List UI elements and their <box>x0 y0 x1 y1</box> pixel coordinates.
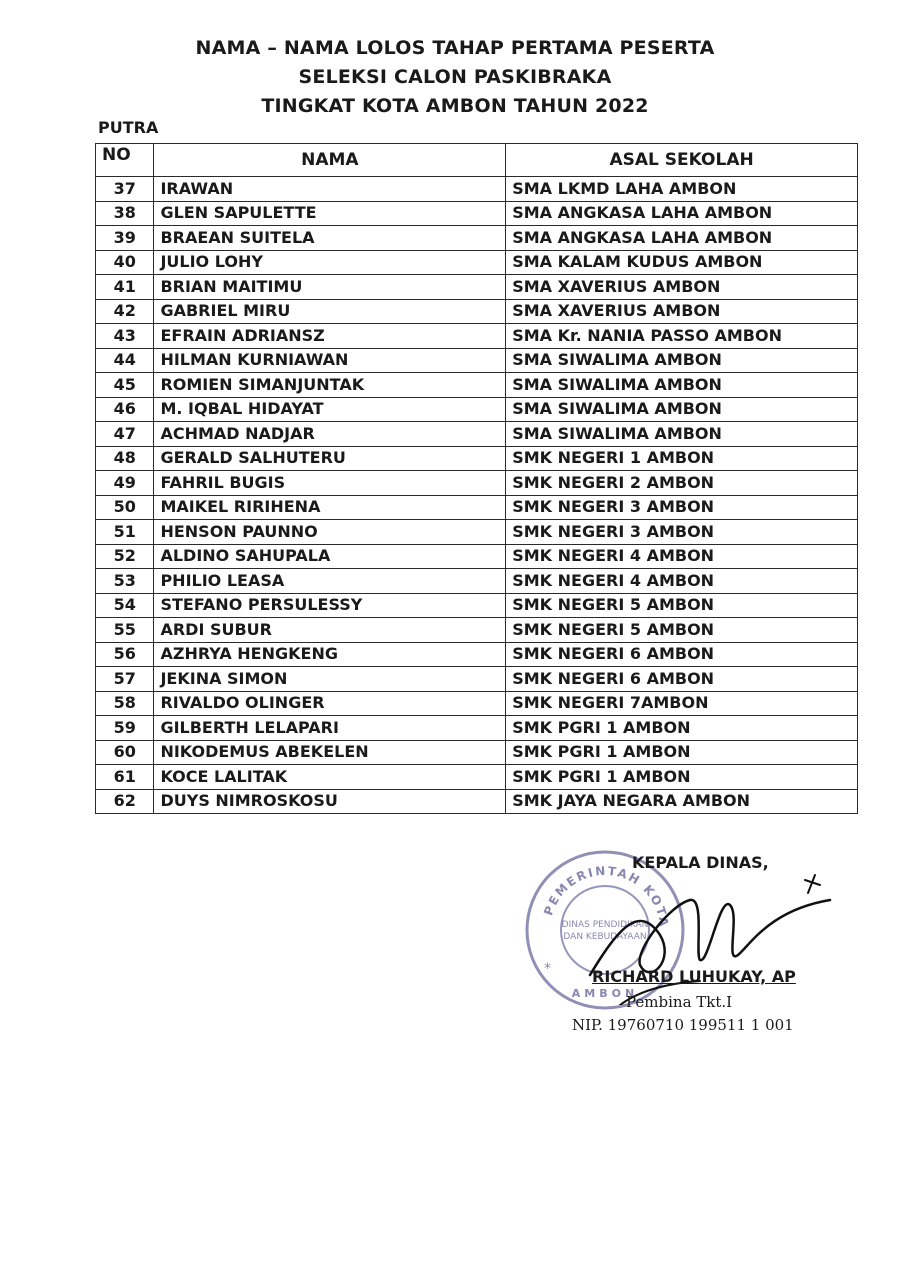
heading-line-1: NAMA – NAMA LOLOS TAHAP PERTAMA PESERTA <box>195 37 715 59</box>
cell-no: 46 <box>96 397 154 422</box>
cell-nama: DUYS NIMROSKOSU <box>154 789 506 814</box>
cell-no: 45 <box>96 373 154 398</box>
table-row <box>96 569 858 594</box>
cell-nama: NIKODEMUS ABEKELEN <box>154 740 506 765</box>
table-row <box>96 201 858 226</box>
cell-nama: BRAEAN SUITELA <box>154 226 506 251</box>
section-label: PUTRA <box>98 118 159 137</box>
cell-no: 59 <box>96 716 154 741</box>
table-row <box>96 544 858 569</box>
cell-asal-sekolah: SMA KALAM KUDUS AMBON <box>506 250 858 275</box>
cell-nama: AZHRYA HENGKENG <box>154 642 506 667</box>
cell-nama: HENSON PAUNNO <box>154 520 506 545</box>
cell-no: 38 <box>96 201 154 226</box>
table-row <box>96 691 858 716</box>
cell-nama: GLEN SAPULETTE <box>154 201 506 226</box>
table-row <box>96 446 858 471</box>
table-row <box>96 348 858 373</box>
table-row <box>96 373 858 398</box>
cell-no: 42 <box>96 299 154 324</box>
cell-no: 39 <box>96 226 154 251</box>
cell-nama: MAIKEL RIRIHENA <box>154 495 506 520</box>
cell-asal-sekolah: SMK JAYA NEGARA AMBON <box>506 789 858 814</box>
table-row <box>96 593 858 618</box>
stamp-text-mid-1: DINAS PENDIDIKAN <box>561 920 649 930</box>
cell-no: 40 <box>96 250 154 275</box>
cell-no: 52 <box>96 544 154 569</box>
table-row <box>96 520 858 545</box>
cell-nama: ALDINO SAHUPALA <box>154 544 506 569</box>
cell-asal-sekolah: SMK PGRI 1 AMBON <box>506 740 858 765</box>
table-row <box>96 765 858 790</box>
stamp-text-mid-2: DAN KEBUDAYAAN <box>563 932 647 942</box>
cell-nama: RIVALDO OLINGER <box>154 691 506 716</box>
cell-nama: PHILIO LEASA <box>154 569 506 594</box>
table-row <box>96 789 858 814</box>
cell-nama: KOCE LALITAK <box>154 765 506 790</box>
cell-no: 53 <box>96 569 154 594</box>
cell-nama: GILBERTH LELAPARI <box>154 716 506 741</box>
cell-asal-sekolah: SMK NEGERI 6 AMBON <box>506 642 858 667</box>
table-row <box>96 299 858 324</box>
table-row <box>96 250 858 275</box>
table-row <box>96 495 858 520</box>
cell-no: 50 <box>96 495 154 520</box>
cell-asal-sekolah: SMA SIWALIMA AMBON <box>506 422 858 447</box>
cell-nama: ACHMAD NADJAR <box>154 422 506 447</box>
cell-nama: HILMAN KURNIAWAN <box>154 348 506 373</box>
cell-asal-sekolah: SMK NEGERI 5 AMBON <box>506 618 858 643</box>
cell-no: 60 <box>96 740 154 765</box>
table-row <box>96 397 858 422</box>
signature-title: KEPALA DINAS, <box>632 853 769 872</box>
cell-asal-sekolah: SMK NEGERI 5 AMBON <box>506 593 858 618</box>
column-header-asal-sekolah: ASAL SEKOLAH <box>506 144 858 177</box>
cell-nama: EFRAIN ADRIANSZ <box>154 324 506 349</box>
cell-no: 44 <box>96 348 154 373</box>
table-row <box>96 275 858 300</box>
stamp-text-bottom: AMBON <box>571 987 639 1000</box>
cell-asal-sekolah: SMA XAVERIUS AMBON <box>506 299 858 324</box>
cell-nama: STEFANO PERSULESSY <box>154 593 506 618</box>
table-header-row <box>96 144 858 177</box>
cell-asal-sekolah: SMK NEGERI 4 AMBON <box>506 569 858 594</box>
cell-asal-sekolah: SMK NEGERI 3 AMBON <box>506 495 858 520</box>
table-row <box>96 324 858 349</box>
cell-asal-sekolah: SMA XAVERIUS AMBON <box>506 275 858 300</box>
signatory-name: RICHARD LUHUKAY, AP <box>592 967 796 986</box>
cell-no: 62 <box>96 789 154 814</box>
table-row <box>96 177 858 202</box>
cell-nama: JEKINA SIMON <box>154 667 506 692</box>
stamp-text-top: PEMERINTAH KOTA <box>541 863 672 929</box>
cell-nama: GERALD SALHUTERU <box>154 446 506 471</box>
cell-no: 51 <box>96 520 154 545</box>
cell-asal-sekolah: SMA Kr. NANIA PASSO AMBON <box>506 324 858 349</box>
cell-no: 37 <box>96 177 154 202</box>
table-row <box>96 667 858 692</box>
cell-asal-sekolah: SMA LKMD LAHA AMBON <box>506 177 858 202</box>
signatory-nip: NIP. 19760710 199511 1 001 <box>572 1016 794 1034</box>
cell-nama: FAHRIL BUGIS <box>154 471 506 496</box>
document-heading <box>0 34 910 121</box>
signature-block <box>520 845 850 1045</box>
cell-asal-sekolah: SMA SIWALIMA AMBON <box>506 348 858 373</box>
signatory-rank: Pembina Tkt.I <box>626 993 733 1011</box>
cell-no: 47 <box>96 422 154 447</box>
cell-nama: JULIO LOHY <box>154 250 506 275</box>
column-header-nama: NAMA <box>154 144 506 177</box>
heading-line-2: SELEKSI CALON PASKIBRAKA <box>298 66 612 88</box>
cell-nama: IRAWAN <box>154 177 506 202</box>
cell-asal-sekolah: SMK PGRI 1 AMBON <box>506 716 858 741</box>
table-row <box>96 642 858 667</box>
cell-asal-sekolah: SMK PGRI 1 AMBON <box>506 765 858 790</box>
cell-no: 61 <box>96 765 154 790</box>
cell-no: 57 <box>96 667 154 692</box>
table-body <box>96 177 858 814</box>
cell-asal-sekolah: SMK NEGERI 6 AMBON <box>506 667 858 692</box>
cell-no: 48 <box>96 446 154 471</box>
cell-no: 56 <box>96 642 154 667</box>
cell-nama: GABRIEL MIRU <box>154 299 506 324</box>
cell-asal-sekolah: SMK NEGERI 4 AMBON <box>506 544 858 569</box>
heading-line-3: TINGKAT KOTA AMBON TAHUN 2022 <box>261 95 649 117</box>
cell-asal-sekolah: SMK NEGERI 7AMBON <box>506 691 858 716</box>
table-row <box>96 716 858 741</box>
cell-asal-sekolah: SMA SIWALIMA AMBON <box>506 373 858 398</box>
participants-table <box>95 143 858 814</box>
cell-nama: ROMIEN SIMANJUNTAK <box>154 373 506 398</box>
cell-no: 58 <box>96 691 154 716</box>
cell-asal-sekolah: SMA ANGKASA LAHA AMBON <box>506 201 858 226</box>
cell-no: 55 <box>96 618 154 643</box>
cell-asal-sekolah: SMK NEGERI 1 AMBON <box>506 446 858 471</box>
cell-no: 49 <box>96 471 154 496</box>
cell-nama: BRIAN MAITIMU <box>154 275 506 300</box>
cell-no: 54 <box>96 593 154 618</box>
table-row <box>96 618 858 643</box>
cell-nama: M. IQBAL HIDAYAT <box>154 397 506 422</box>
table-row <box>96 471 858 496</box>
cell-nama: ARDI SUBUR <box>154 618 506 643</box>
cell-asal-sekolah: SMK NEGERI 2 AMBON <box>506 471 858 496</box>
cell-no: 43 <box>96 324 154 349</box>
cell-asal-sekolah: SMA ANGKASA LAHA AMBON <box>506 226 858 251</box>
stamp-star-icon: * <box>544 961 551 977</box>
cell-asal-sekolah: SMK NEGERI 3 AMBON <box>506 520 858 545</box>
table-row <box>96 740 858 765</box>
table-row <box>96 422 858 447</box>
column-header-no: NO <box>96 144 154 177</box>
cell-no: 41 <box>96 275 154 300</box>
cell-asal-sekolah: SMA SIWALIMA AMBON <box>506 397 858 422</box>
table-row <box>96 226 858 251</box>
